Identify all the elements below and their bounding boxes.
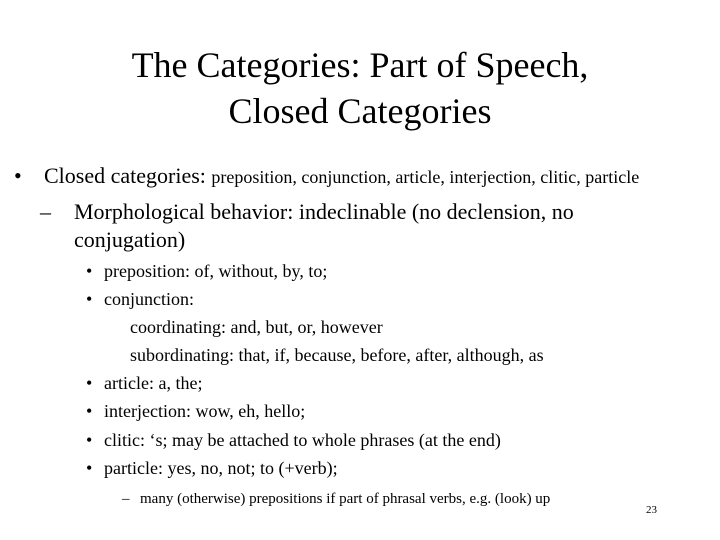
slide-title xyxy=(0,42,720,134)
clitic-text: clitic: ‘s; may be attached to whole phrases (at the end) xyxy=(104,430,501,450)
title-line-2: Closed Categories xyxy=(228,91,492,131)
closed-categories-label: Closed categories: xyxy=(44,163,206,188)
bullet-interjection xyxy=(86,399,686,423)
coordinating-text: coordinating: and, but, or, however xyxy=(130,317,383,337)
article-text: article: a, the; xyxy=(104,373,203,393)
conjunction-text: conjunction: xyxy=(104,289,194,309)
bullet-marker: • xyxy=(86,458,93,478)
morphological-behavior-text: Morphological behavior: indeclinable (no declension, no conjugation) xyxy=(74,199,574,252)
bullet-phrasal-verbs xyxy=(122,488,550,510)
subordinating-text: subordinating: that, if, because, before, after, although, as xyxy=(130,345,544,365)
particle-text: particle: yes, no, not; to (+verb); xyxy=(104,458,338,478)
bullet-closed-categories xyxy=(14,162,714,191)
bullet-marker: • xyxy=(86,261,93,281)
interjection-text: interjection: wow, eh, hello; xyxy=(104,401,306,421)
dash-marker: – xyxy=(40,199,51,224)
page-number: 23 xyxy=(646,504,657,516)
bullet-marker: • xyxy=(86,289,93,309)
closed-categories-list: preposition, conjunction, article, interjection, clitic, particle xyxy=(211,167,640,187)
bullet-article xyxy=(86,371,686,395)
bullet-particle xyxy=(86,456,686,480)
bullet-clitic xyxy=(86,428,686,452)
bullet-morphological-behavior xyxy=(40,198,660,254)
bullet-conjunction xyxy=(86,287,686,311)
bullet-marker: • xyxy=(86,430,93,450)
bullet-marker: • xyxy=(14,163,22,188)
dash-marker: – xyxy=(122,491,130,507)
title-line-1: The Categories: Part of Speech, xyxy=(131,45,589,85)
preposition-text: preposition: of, without, by, to; xyxy=(104,261,328,281)
bullet-marker: • xyxy=(86,373,93,393)
bullet-marker: • xyxy=(86,401,93,421)
phrasal-verbs-text: many (otherwise) prepositions if part of phrasal verbs, e.g. (look) up xyxy=(140,491,551,507)
bullet-preposition xyxy=(86,259,686,283)
